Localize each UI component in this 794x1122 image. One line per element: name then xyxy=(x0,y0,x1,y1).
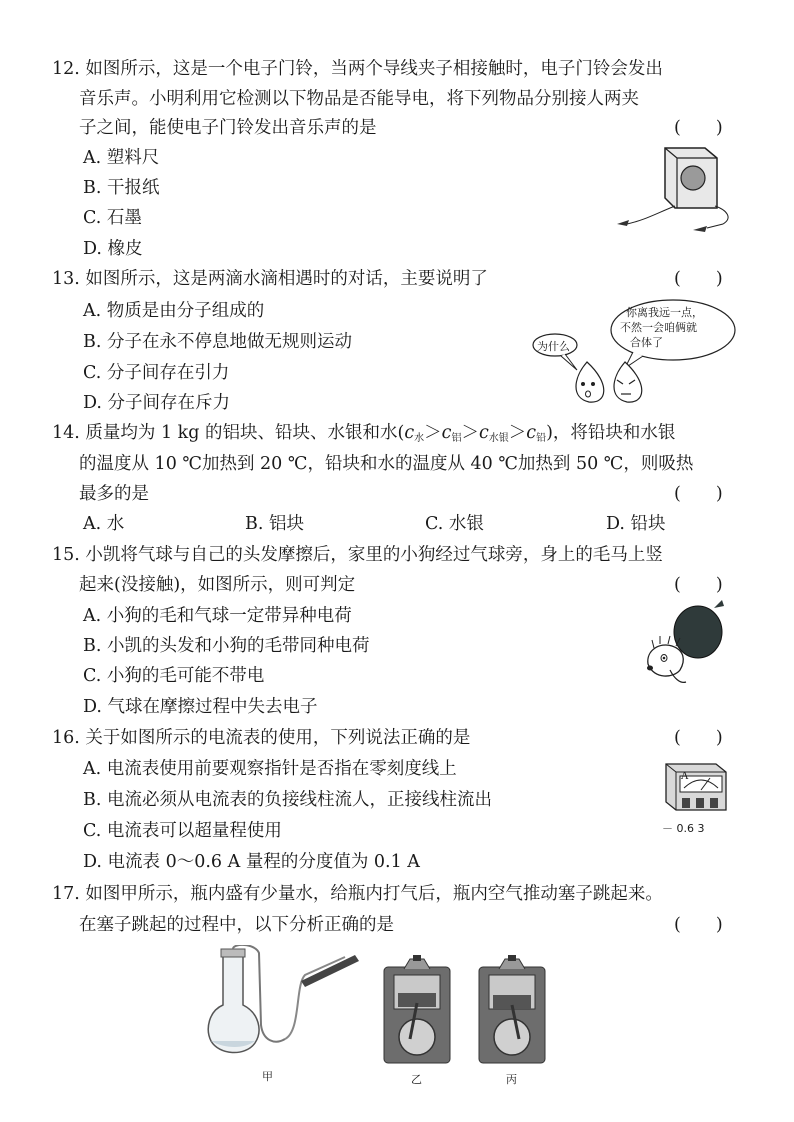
gt-1: ＞ xyxy=(424,423,442,443)
q12-line-3: 子之间，能使电子门铃发出音乐声的是 xyxy=(79,118,377,138)
q13-line-1: 13. 如图所示，这是两滴水滴相遇时的对话，主要说明了 xyxy=(52,269,488,289)
q16-answer-blank: ( ) xyxy=(674,728,723,748)
sub-lead: 铅 xyxy=(536,433,547,444)
q15-line-1: 15. 小凯将气球与自己的头发摩擦后，家里的小狗经过气球旁，身上的毛马上竖 xyxy=(52,545,663,565)
q14-line-1-start: 14. 质量均为 1 kg 的铝块、铅块、水银和水( xyxy=(52,423,405,443)
q15-option-c: C. 小狗的毛可能不带电 xyxy=(83,666,265,686)
ammeter-terminal-labels: － 0.6 3 xyxy=(662,822,705,835)
c-water: c xyxy=(404,423,415,443)
q14-line-1 xyxy=(52,422,675,450)
doorbell-figure xyxy=(615,140,745,240)
q15-line-2: 起来(没接触)，如图所示，则可判定 xyxy=(79,575,356,595)
q17-line-1: 17. 如图甲所示，瓶内盛有少量水，给瓶内打气后，瓶内空气推动塞子跳起来。 xyxy=(52,884,663,904)
q17-line-2: 在塞子跳起的过程中，以下分析正确的是 xyxy=(79,915,394,935)
gt-3: ＞ xyxy=(508,423,527,443)
q14-option-c: C. 水银 xyxy=(425,514,484,534)
q14-line-2: 的温度从 10 ℃加热到 20 ℃，铅块和水的温度从 40 ℃加热到 50 ℃，则吸热 xyxy=(79,454,694,474)
q13-answer-blank: ( ) xyxy=(674,269,723,289)
q13-option-b: B. 分子在永不停息地做无规则运动 xyxy=(83,332,352,352)
bubble-right-line-3: 合体了 xyxy=(630,336,663,349)
bubble-right-line-1: 你离我远一点， xyxy=(626,306,703,319)
q12-option-d: D. 橡皮 xyxy=(83,239,143,259)
sub-mercury: 水银 xyxy=(488,433,509,444)
q12-line-2: 音乐声。小明利用它检测以下物品是否能导电，将下列物品分别接人两夹 xyxy=(79,89,639,109)
bubble-right-line-2: 不然一会咱俩就 xyxy=(620,321,697,334)
q13-option-c: C. 分子间存在引力 xyxy=(83,363,230,383)
dog-balloon-figure xyxy=(640,600,730,690)
q15-option-b: B. 小凯的头发和小狗的毛带同种电荷 xyxy=(83,636,370,656)
q14-option-b: B. 铝块 xyxy=(245,514,304,534)
q12-answer-blank: ( ) xyxy=(674,118,723,138)
q15-answer-blank: ( ) xyxy=(674,575,723,595)
bubble-left-text: 为什么 xyxy=(537,340,570,353)
q13-option-d: D. 分子间存在斥力 xyxy=(83,393,231,413)
q17-answer-blank: ( ) xyxy=(674,915,723,935)
ammeter-figure xyxy=(660,758,730,818)
q14-line-3: 最多的是 xyxy=(79,484,149,504)
caption-yi: 乙 xyxy=(411,1073,422,1086)
q15-option-d: D. 气球在摩擦过程中失去电子 xyxy=(83,697,318,717)
gt-2: ＞ xyxy=(461,423,479,443)
c-aluminum: c xyxy=(441,423,452,443)
c-mercury: c xyxy=(478,423,489,443)
q14-answer-blank: ( ) xyxy=(674,484,723,504)
q13-option-a: A. 物质是由分子组成的 xyxy=(83,301,265,321)
engine-bing-figure xyxy=(475,955,550,1067)
sub-aluminum: 铝 xyxy=(451,433,462,444)
q12-option-a: A. 塑料尺 xyxy=(83,148,160,168)
sub-water: 水 xyxy=(414,433,425,444)
q15-option-a: A. 小狗的毛和气球一定带异种电荷 xyxy=(83,606,352,626)
caption-bing: 丙 xyxy=(506,1073,517,1086)
q16-option-b: B. 电流必须从电流表的负接线柱流人，正接线柱流出 xyxy=(83,790,492,810)
q16-option-a: A. 电流表使用前要观察指针是否指在零刻度线上 xyxy=(83,759,457,779)
q16-option-c: C. 电流表可以超量程使用 xyxy=(83,821,282,841)
q12-option-b: B. 干报纸 xyxy=(83,178,160,198)
q14-option-a: A. 水 xyxy=(83,514,125,534)
caption-jia: 甲 xyxy=(262,1070,273,1083)
q12-line-1: 12. 如图所示，这是一个电子门铃，当两个导线夹子相接触时，电子门铃会发出 xyxy=(52,59,663,79)
q14-option-d: D. 铅块 xyxy=(606,514,666,534)
q12-option-c: C. 石墨 xyxy=(83,208,142,228)
q14-line-1-end: )，将铅块和水银 xyxy=(546,423,676,443)
ammeter-letter: A xyxy=(681,771,689,782)
q16-option-d: D. 电流表 0～0.6 A 量程的分度值为 0.1 A xyxy=(83,852,420,872)
c-lead: c xyxy=(526,423,537,443)
q16-line-1: 16. 关于如图所示的电流表的使用，下列说法正确的是 xyxy=(52,728,471,748)
flask-pump-figure xyxy=(205,945,365,1065)
engine-yi-figure xyxy=(380,955,455,1067)
